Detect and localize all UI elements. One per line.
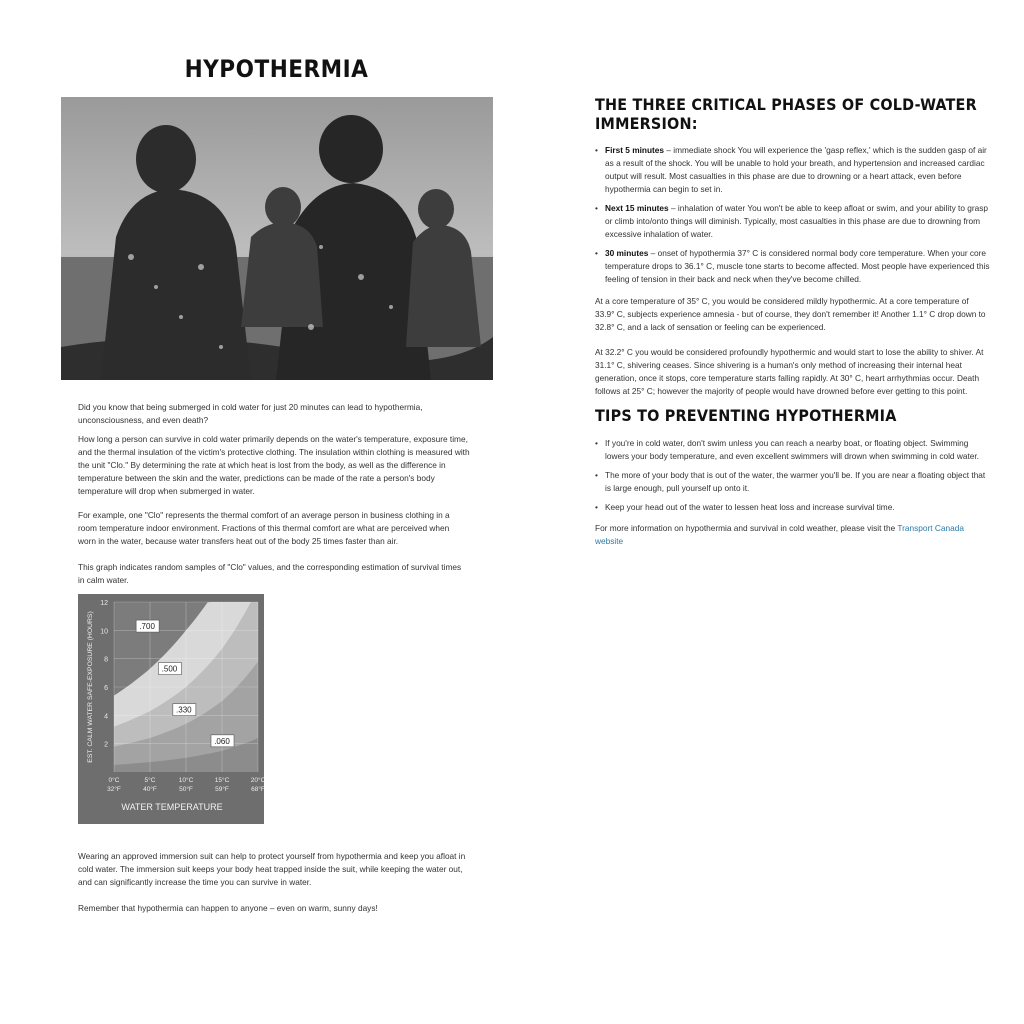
x-axis-label: WATER TEMPERATURE xyxy=(121,802,223,812)
series-label: .330 xyxy=(176,705,192,715)
photo-crew-in-boat xyxy=(61,97,493,380)
x-tick-label-fahrenheit: 68°F xyxy=(251,786,264,793)
x-tick-label-celsius: 0°C xyxy=(108,777,120,784)
y-tick-label: 10 xyxy=(100,628,108,636)
x-tick-label-celsius: 10°C xyxy=(178,777,194,784)
intro-paragraph: Did you know that being submerged in cold water for just 20 minutes can lead to hypothermia, unconsciousness, and even death? xyxy=(78,402,423,425)
tip-item: • The more of your body that is out of the water, the warmer you'll be. If you are near a floating object that is large enough, pull yourself up onto it. xyxy=(595,469,990,495)
x-tick-label-fahrenheit: 59°F xyxy=(215,786,229,793)
x-tick-label-celsius: 20°C xyxy=(250,777,264,784)
y-tick-label: 12 xyxy=(100,600,108,607)
clo-paragraph: How long a person can survive in cold water primarily depends on the water's temperature, exposure time, and the thermal insulation of the victim's protective clothing. The insulation within clothing is measured with the unit "Clo." By determining the rate at which heat is lost from the body, as well as the difference in temperature between the skin and the water, predictions can be made of the rate a person's body temperature will drop when submerged in water. xyxy=(78,434,470,496)
survival-time-chart xyxy=(78,594,264,824)
phase-item xyxy=(595,144,990,196)
y-tick-label: 6 xyxy=(104,685,108,692)
phases-list xyxy=(595,144,990,286)
y-axis-label: EST. CALM WATER SAFE-EXPOSURE (HOURS) xyxy=(87,611,94,763)
phase-item xyxy=(595,202,990,241)
y-tick-label: 2 xyxy=(104,741,108,749)
series-label: .500 xyxy=(161,664,178,674)
phase-lead: First 5 minutes xyxy=(605,145,665,155)
more-info-text: For more information on hypothermia and survival in cold weather, please visit the xyxy=(595,523,898,533)
x-tick-label-fahrenheit: 32°F xyxy=(107,786,121,793)
phase-item xyxy=(595,247,990,286)
phases-heading: THE THREE CRITICAL PHASES OF COLD-WATER IMMERSION: xyxy=(595,95,977,133)
phase-text: – immediate shock You will experience the 'gasp reflex,' which is the sudden gasp of air as a result of the shock. You will be unable to hold your breath, and hypertension and increased cardiac output will result. Most casualties in this phase are due to drowning or a heart attack, even before hypothermia can begin to set in. xyxy=(605,145,987,194)
more-info-paragraph xyxy=(595,522,990,548)
reminder-paragraph: Remember that hypothermia can happen to anyone – even on warm, sunny days! xyxy=(78,903,378,913)
x-tick-label-fahrenheit: 50°F xyxy=(179,786,193,793)
tips-heading: TIPS TO PREVENTING HYPOTHERMIA xyxy=(595,406,897,425)
mild-hypothermia-paragraph: At a core temperature of 35° C, you would be considered mildly hypothermic. At a core temperature of 33.9° C, subjects experience amnesia - but of course, they don't remember it! Another 1.1° C drop down to 32.8° C, and a lack of sensation or feeling can be experienced. xyxy=(595,296,986,332)
x-tick-label-fahrenheit: 40°F xyxy=(143,786,157,793)
transport-canada-link[interactable]: Transport Canada website xyxy=(595,523,964,546)
tip-item: • If you're in cold water, don't swim unless you can reach a nearby boat, or floating object. Swimming lowers your body temperature, and even excellent swimmers will drown when swimming in cold water. xyxy=(595,437,990,463)
series-label: .060 xyxy=(214,736,230,746)
series-label: .700 xyxy=(139,622,155,632)
profound-hypothermia-paragraph: At 32.2° C you would be considered profoundly hypothermic and would start to lose the ability to shiver. At 31.1° C, shivering ceases. Since shivering is a human's only method of increasing their internal heat generation, once it stops, core temperature starts falling rapidly. At 30° C, heart arrhythmias occur. Death follows at 25° C; however the majority of people would have drowned before ever getting to this point. xyxy=(595,347,984,396)
y-tick-label: 8 xyxy=(104,656,108,664)
tip-item: • Keep your head out of the water to lessen heat loss and increase survival time. xyxy=(595,501,990,514)
x-tick-label-celsius: 5°C xyxy=(144,777,156,784)
phase-text: – onset of hypothermia 37° C is considered normal body core temperature. When your core temperature drops to 36.1° C, muscle tone starts to become affected. Most people have experienced this feeling of tension in their back and neck when they've become chilled. xyxy=(605,248,990,284)
phase-text: – inhalation of water You won't be able to keep afloat or swim, and your ability to grasp or climb into/onto things will diminish. Typically, most casualties in this phase are due to drowning from excessive inhalation of water. xyxy=(605,203,989,239)
page-title: HYPOTHERMIA xyxy=(184,55,369,83)
y-tick-label: 4 xyxy=(104,713,108,721)
phase-lead: Next 15 minutes xyxy=(605,203,669,213)
clo-example-paragraph: For example, one "Clo" represents the thermal comfort of an average person in business clothing in a room temperature indoor environment. Fractions of this thermal comfort are what are perceived when worn in the water, because water transfers heat out of the body 25 times faster than air. xyxy=(78,510,450,546)
x-tick-label-celsius: 15°C xyxy=(214,777,230,784)
tips-section xyxy=(595,406,990,548)
immersion-suit-paragraph: Wearing an approved immersion suit can help to protect yourself from hypothermia and keep you afloat in cold water. The immersion suit keeps your body heat trapped inside the suit, while keeping the water out, and can significantly increase the time you can survive in water. xyxy=(78,851,466,887)
photo-illustration xyxy=(61,97,493,380)
phases-section xyxy=(595,95,990,398)
graph-intro-paragraph: This graph indicates random samples of "Clo" values, and the corresponding estimation of survival times in calm water. xyxy=(78,562,462,585)
phase-lead: 30 minutes xyxy=(605,248,649,258)
tips-list xyxy=(595,437,990,514)
chart-svg xyxy=(78,594,264,824)
